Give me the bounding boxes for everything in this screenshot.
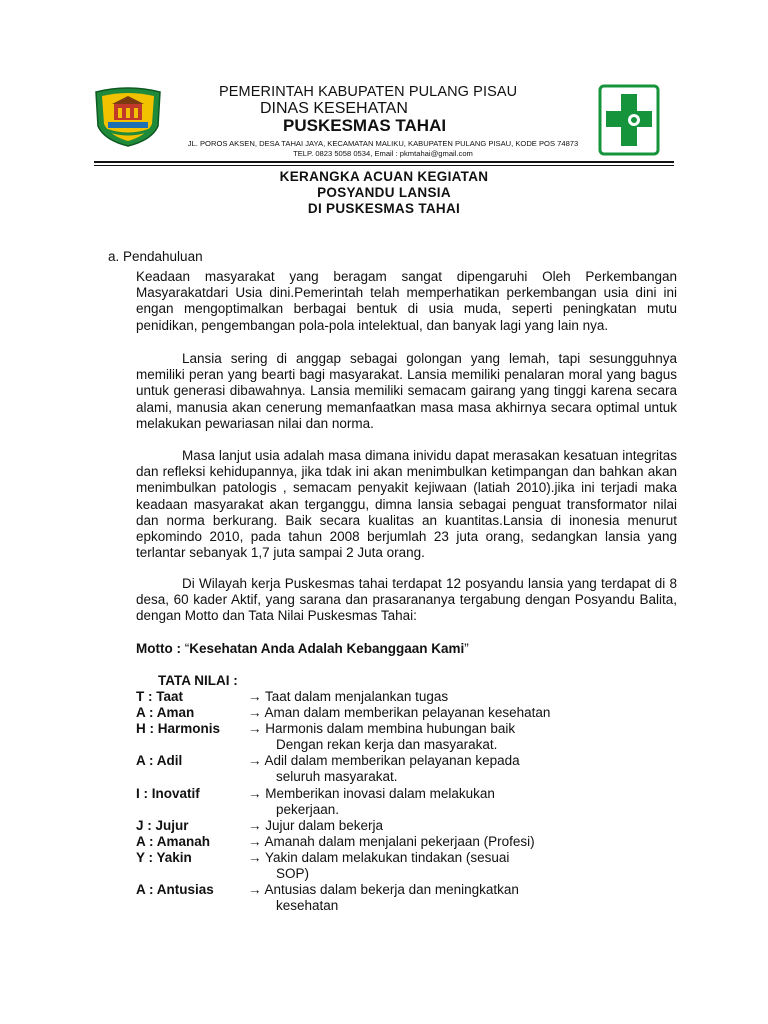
- address-line: JL. POROS AKSEN, DESA TAHAI JAYA, KECAMATAN MALIKU, KABUPATEN PULANG PISAU, KODE POS 74873: [187, 139, 579, 148]
- doc-title-line2: POSYANDU LANSIA: [317, 185, 451, 200]
- motto: [136, 641, 469, 656]
- motto-close-quote: ”: [464, 641, 469, 656]
- contact-line: TELP. 0823 5058 0534, Email : pkmtahai@gmail.com: [293, 149, 473, 158]
- letterhead-address: [168, 139, 598, 159]
- value-key: A : Antusias: [136, 882, 214, 897]
- doc-title-line3: DI PUSKESMAS TAHAI: [307, 201, 461, 216]
- letterhead-department: DINAS KESEHATAN: [260, 100, 408, 117]
- value-desc: → Harmonis dalam membina hubungan baik: [248, 721, 516, 736]
- puskesmas-cross-logo: [598, 84, 660, 156]
- value-desc-cont: pekerjaan.: [276, 802, 340, 817]
- doc-title-line1: KERANGKA ACUAN KEGIATAN: [279, 169, 489, 184]
- value-desc-cont: kesehatan: [276, 898, 339, 913]
- letterhead-government: PEMERINTAH KABUPATEN PULANG PISAU: [219, 84, 518, 100]
- value-desc-cont: SOP): [276, 866, 310, 881]
- value-key: A : Aman: [136, 705, 195, 720]
- letterhead-divider-thin: [94, 165, 674, 166]
- paragraph-3: Masa lanjut usia adalah masa dimana inividu dapat merasakan kesatuan integritas dan refleksi kehidupannya, jika tdak ini akan menimbulkan ketimpangan dan bahkan akan menimbulkan patologis , semacam penyakit kejiwaan (latiah 2010).jika ini terjadi maka keadaan masyarakat akan terganggu, dimna lansia sebagai penguat transformator nilai dan norma berkurang. Baik secara kualitas an kuantitas.Lansia di inonesia menurut epkomindo 2010, pada tahun 2008 berjumlah 23 juta orang, sedangkan lansia yang terlantar sebanyak 1,7 juta sampai 2 Juta orang.: [136, 448, 677, 561]
- paragraph-1: Keadaan masyarakat yang beragam sangat dipengaruhi Oleh Perkembangan Masyarakatdari Usia dini.Pemerintah telah memperhatikan perkembangan usia dini ini engan mengoptimalkan berbagai bentuk di usia muda, seperti peningkatan mutu penidikan, pengembangan pola-pola intelektual, dan banyak lagi yang lain nya.: [136, 269, 677, 333]
- value-desc: → Taat dalam menjalankan tugas: [248, 689, 449, 704]
- regency-emblem-logo: [92, 86, 164, 148]
- section-heading: a. Pendahuluan: [108, 249, 203, 264]
- value-desc: → Yakin dalam melakukan tindakan (sesuai: [248, 850, 510, 865]
- value-key: T : Taat: [136, 689, 183, 704]
- value-desc: → Amanah dalam menjalani pekerjaan (Profesi): [248, 834, 535, 849]
- value-key: A : Amanah: [136, 834, 211, 849]
- value-desc-cont: Dengan rekan kerja dan masyarakat.: [276, 737, 498, 752]
- letterhead-divider-thick: [94, 161, 674, 163]
- value-desc: → Antusias dalam bekerja dan meningkatkan: [248, 882, 519, 897]
- value-key: Y : Yakin: [136, 850, 192, 865]
- value-desc: → Memberikan inovasi dalam melakukan: [248, 786, 495, 801]
- letterhead-institution: PUSKESMAS TAHAI: [283, 116, 447, 135]
- values-title: TATA NILAI :: [158, 673, 238, 688]
- motto-open-quote: “: [184, 641, 190, 656]
- motto-text: Kesehatan Anda Adalah Kebanggaan Kami: [189, 641, 465, 656]
- value-key: H : Harmonis: [136, 721, 221, 736]
- motto-label: Motto :: [136, 641, 185, 656]
- paragraph-4: Di Wilayah kerja Puskesmas tahai terdapat 12 posyandu lansia yang terdapat di 8 desa, 60 kader Aktif, yang sarana dan prasarananya tergabung dengan Posyandu Balita, dengan Motto dan Tata Nilai Puskesmas Tahai:: [136, 576, 677, 624]
- value-key: I : Inovatif: [136, 786, 200, 801]
- value-desc: → Jujur dalam bekerja: [248, 818, 384, 833]
- paragraph-2: Lansia sering di anggap sebagai golongan yang lemah, tapi sesungguhnya memiliki peran yang bearti bagi masyarakat. Lansia memiliki penalaran moral yang bagus untuk generasi dibawahnya. Lansia memiliki semacam gairang yang tinggi karena secara alami, manusia akan cenerung memanfaatkan masa masa akhirnya secara optimal untuk melakukan pewariasan nilai dan norma.: [136, 351, 677, 431]
- value-desc: → Aman dalam memberikan pelayanan kesehatan: [248, 705, 551, 720]
- value-desc-cont: seluruh masyarakat.: [276, 769, 398, 784]
- value-desc: → Adil dalam memberikan pelayanan kepada: [248, 753, 520, 768]
- value-key: J : Jujur: [136, 818, 189, 833]
- value-key: A : Adil: [136, 753, 183, 768]
